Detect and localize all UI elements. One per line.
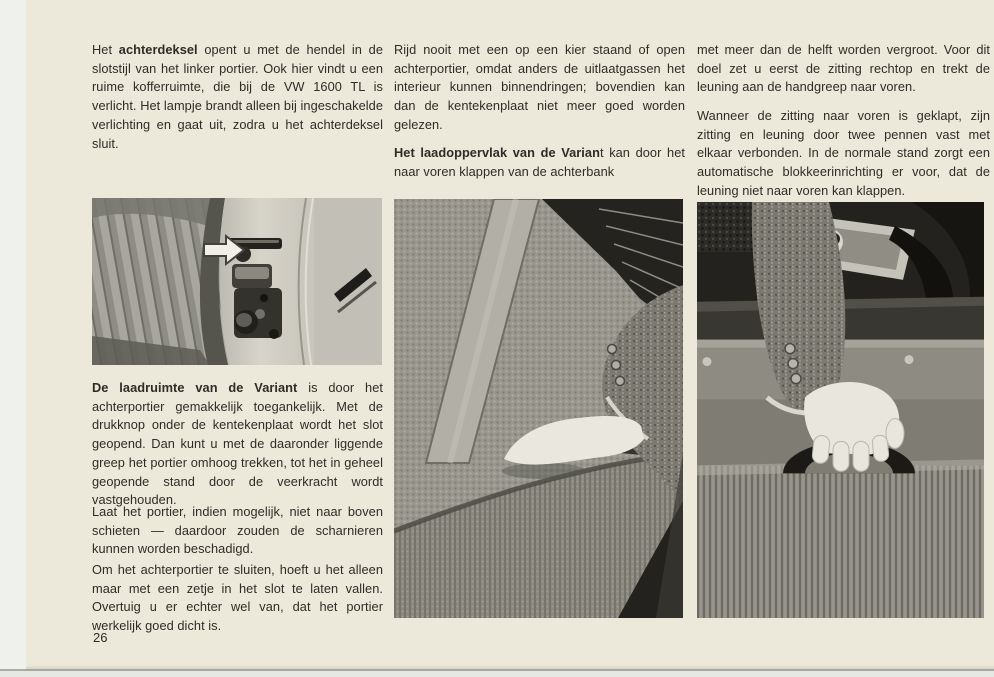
paragraph-scharnieren: Laat het portier, indien mogelijk, niet naar boven schieten — daardoor zouden de scharnieren kunnen worden beschadigd. <box>92 504 383 557</box>
photo-seat-fold <box>394 199 683 618</box>
photo-door-lock-art <box>92 198 382 365</box>
page-number: 26 <box>93 630 108 645</box>
seat-corner-texture <box>697 202 757 252</box>
photo-seat-fold-art <box>394 199 683 618</box>
ribbed-floor-mat <box>697 465 984 618</box>
paragraph-sluiten: Om het achterportier te sluiten, hoeft u het alleen maar met een zetje in het slot te laten vallen. Overtuig u er echter wel van, dat het portier werkelijk goed dicht is. <box>92 562 383 634</box>
photo-handgrip <box>697 202 984 618</box>
paragraph-achterdeksel: Het achterdeksel opent u met de hendel in de slotstijl van het linker portier. Ook hier vindt u een ruime kofferruimte, die bij de VW 1600 TL is verlicht. Het lampje brandt alleen bij ingeschakelde verlichting en gaat uit, zodra u het achterdeksel sluit. <box>92 42 383 151</box>
paragraph-blokkeerinrichting: Wanneer de zitting naar voren is geklapt, zijn zitting en leuning door twee pennen vast met elkaar verbonden. In de normale stand zorgt een automatische blokkeerinrichting er voor, dat de leuning niet naar voren kan klappen. <box>697 108 990 198</box>
paragraph-rijd-nooit: Rijd nooit met een op een kier staand of open achterportier, omdat anders de uitlaatgassen het interieur kunnen binnendringen; bovendien kan dan de kentekenplaat niet meer goed worden gelezen. <box>394 42 685 132</box>
paragraph-vergroot: met meer dan de helft worden vergroot. Voor dit doel zet u eerst de zitting rechtop en trekt de leuning aan de handgreep naar voren. <box>697 42 990 95</box>
photo-door-lock <box>92 198 382 365</box>
paragraph-laadruimte: De laadruimte van de Variant is door het achterportier gemakkelijk toegankelijk. Met de drukknop onder de kentekenplaat wordt het slot geopend. Dan kunt u met de daaronder liggende greep het portier omhoog trekken, tot het in geheel geopende stand door de veerkracht wordt vastgehouden. <box>92 380 383 508</box>
photo-handgrip-art <box>697 202 984 618</box>
binding-edge <box>26 0 46 671</box>
paragraph-laadoppervlak: Het laadoppervlak van de Variant kan door het naar voren klappen van de achterbank <box>394 145 685 179</box>
scanner-bottom-strip <box>0 671 994 677</box>
